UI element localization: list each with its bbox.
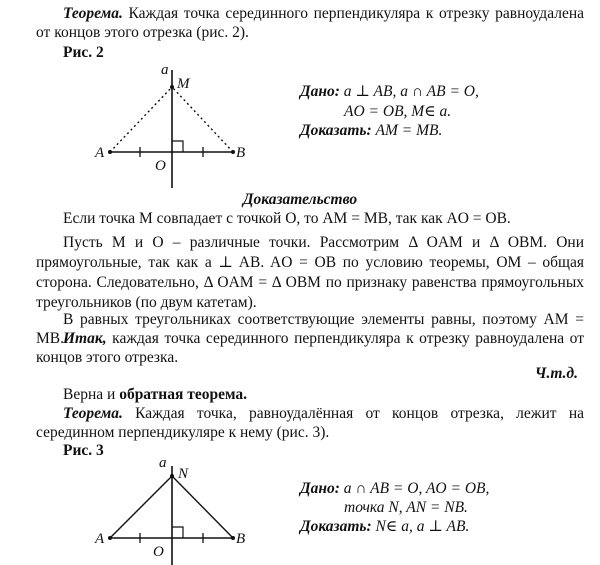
- figure-3-label: Рис. 3: [63, 442, 104, 459]
- fig2-label-b: B: [236, 145, 246, 161]
- fig2-segment-am: [110, 87, 172, 152]
- given-2-label: Дано:: [300, 480, 340, 497]
- given-2-line-1: Дано: a ∩ AB = O, AO = OB,: [300, 480, 490, 497]
- theorem-2-paragraph: [36, 404, 584, 442]
- fig3-point-b: [231, 536, 235, 540]
- figure-2-diagram: [95, 60, 255, 190]
- proof-paragraph-1: Если точка M совпадает с точкой O, то AM = MB, так как AO = OB.: [63, 210, 511, 227]
- fig2-segment-bm: [172, 87, 233, 152]
- fig3-point-n: [170, 474, 174, 478]
- given-1-line-2: AO = OB, M∈ a.: [344, 103, 452, 120]
- fig2-label-o: O: [155, 158, 166, 174]
- converse-bold: обратная теорема.: [119, 386, 248, 403]
- converse-intro: Верна и обратная теорема.: [63, 386, 248, 403]
- conclusion-label: Итак,: [63, 330, 107, 347]
- figure-3-diagram: [95, 454, 255, 565]
- figure-2-label: Рис. 2: [63, 44, 104, 61]
- fig3-label-a-line: a: [159, 455, 167, 471]
- theorem-1-text: Каждая точка серединного перпендикуляра к отрезку равноудалена от концов этого отрезка (рис. 2).: [36, 5, 584, 41]
- qed-mark: Ч.т.д.: [534, 365, 578, 382]
- fig2-label-m: M: [177, 76, 190, 92]
- given-1-label: Дано:: [300, 83, 340, 100]
- prove-1-label: Доказать:: [300, 122, 372, 139]
- theorem-2-label: Теорема.: [63, 405, 123, 422]
- fig2-right-angle: [172, 141, 183, 152]
- fig3-point-a: [108, 536, 112, 540]
- fig3-label-o: O: [153, 544, 164, 560]
- fig3-right-angle: [172, 527, 183, 538]
- fig3-segment-an: [110, 476, 172, 538]
- fig3-label-a: A: [95, 531, 105, 547]
- proof-title: Доказательство: [242, 191, 358, 208]
- fig2-point-m: [170, 85, 174, 89]
- fig3-label-b: B: [236, 531, 246, 547]
- fig3-segment-bn: [172, 476, 233, 538]
- fig2-point-b: [231, 150, 235, 154]
- prove-2-line: Доказать: N∈ a, a ⊥ AB.: [300, 518, 470, 535]
- proof-paragraph-2: Пусть M и O – различные точки. Рассмотрим Δ OAM и Δ OBM. Они прямоугольные, так как a ⊥ AB. AO = OB по условию теоремы, OM – общая сторона. Следовательно, Δ OAM = Δ OBM по признаку равенства прямоугольных треугольников (по двум катетам).: [36, 234, 584, 311]
- prove-1-line: Доказать: AM = MB.: [300, 122, 443, 139]
- theorem-1-paragraph: [36, 4, 584, 42]
- theorem-2-text: Каждая точка, равноудалённая от концов отрезка, лежит на серединном перпендикуляре к нему (рис. 3).: [36, 405, 584, 441]
- theorem-1-label: Теорема.: [63, 5, 123, 22]
- proof-conclusion: Итак, каждая точка серединного перпендикуляра к отрезку равноудалена от концов этого отрезка.: [36, 330, 584, 366]
- fig2-point-a: [108, 150, 112, 154]
- proof-paragraph-3: В равных треугольниках соответствующие элементы равны, поэтому AM = MB.: [36, 311, 584, 347]
- given-1-line-1: Дано: a ⊥ AB, a ∩ AB = O,: [300, 83, 479, 100]
- prove-2-label: Доказать:: [300, 518, 372, 535]
- fig2-label-a-line: a: [161, 62, 169, 78]
- fig2-label-a: A: [95, 145, 105, 161]
- given-2-line-2: точка N, AN = NB.: [344, 499, 468, 516]
- fig3-label-n: N: [178, 466, 189, 482]
